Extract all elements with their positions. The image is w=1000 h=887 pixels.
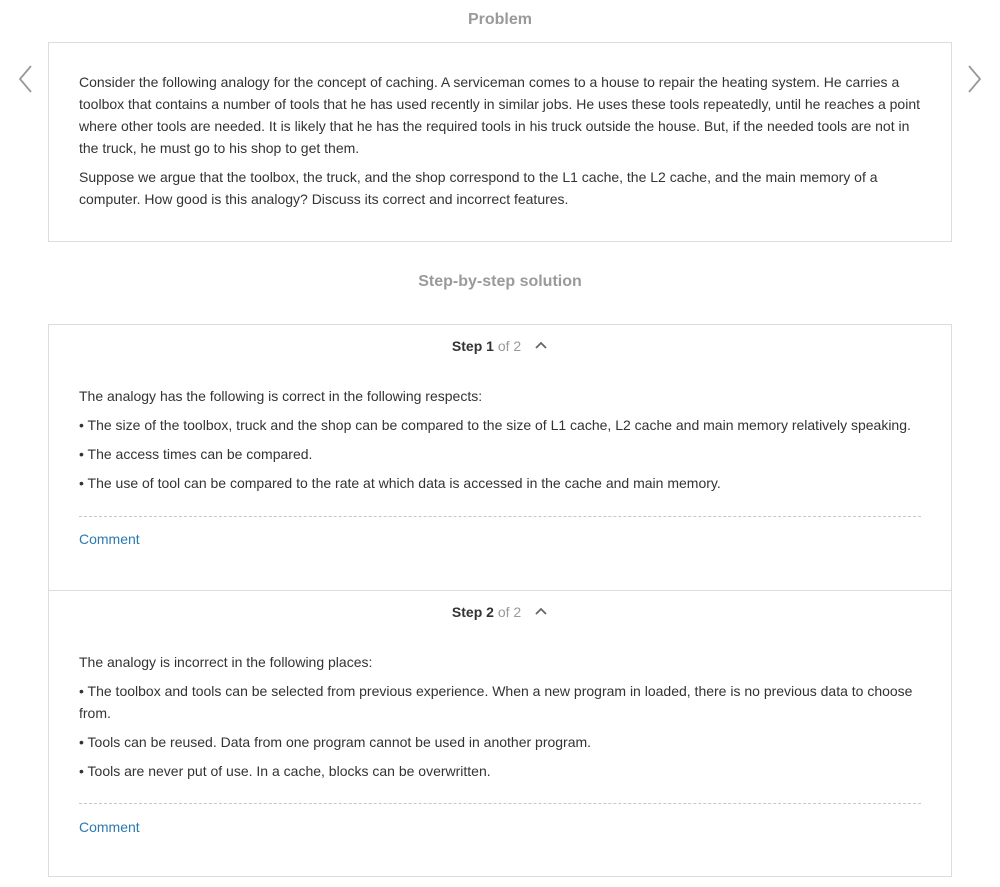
step-1-section xyxy=(49,325,951,590)
step-number: 1 xyxy=(486,338,494,354)
step-text-line: • The use of tool can be compared to the rate at which data is accessed in the cache and main memory. xyxy=(79,475,721,491)
previous-problem-button[interactable] xyxy=(16,62,36,96)
step-2-toggle[interactable] xyxy=(79,591,921,635)
chevron-right-icon xyxy=(964,62,984,96)
solution-heading: Step-by-step solution xyxy=(418,273,582,290)
step-1-comment-link[interactable]: Comment xyxy=(79,531,140,547)
step-text-line: • The toolbox and tools can be selected from previous experience. When a new program in loaded, there is no previous data to choose from. xyxy=(79,683,913,721)
step-text-line: • The size of the toolbox, truck and the shop can be compared to the size of L1 cache, L2 cache and main memory relatively speaking. xyxy=(79,417,911,433)
chevron-up-icon xyxy=(534,340,548,350)
step-text-line: • The access times can be compared. xyxy=(79,446,313,462)
step-text-line: The analogy is incorrect in the following places: xyxy=(79,654,373,670)
solution-card xyxy=(48,324,952,877)
problem-paragraph: Consider the following analogy for the concept of caching. A serviceman comes to a house to repair the heating system. He carries a toolbox that contains a number of tools that he has used recently in similar jobs. He uses these tools repeatedly, until he reaches a point where other tools are needed. It is likely that he has the required tools in his truck outside the house. But, if the needed tools are not in the truck, he must go to his shop to get them. xyxy=(79,74,921,156)
divider xyxy=(79,516,921,517)
step-2-body xyxy=(79,635,921,782)
step-1-toggle[interactable] xyxy=(79,325,921,369)
problem-heading: Problem xyxy=(467,11,532,28)
step-text-line: • Tools are never put of use. In a cache, blocks can be overwritten. xyxy=(79,763,491,779)
step-text-line: The analogy has the following is correct in the following respects: xyxy=(79,388,483,404)
step-1-body xyxy=(79,369,921,494)
step-count: of 2 xyxy=(497,604,522,620)
step-2-comment-link[interactable]: Comment xyxy=(79,819,140,835)
step-number: 2 xyxy=(486,604,494,620)
step-label: Step xyxy=(451,338,483,354)
divider xyxy=(79,803,921,804)
next-problem-button[interactable] xyxy=(964,62,984,96)
step-label: Step xyxy=(451,604,483,620)
step-count: of 2 xyxy=(497,338,522,354)
chevron-left-icon xyxy=(16,62,36,96)
step-2-section xyxy=(49,590,951,876)
chevron-up-icon xyxy=(534,606,548,616)
problem-paragraph: Suppose we argue that the toolbox, the truck, and the shop correspond to the L1 cache, the L2 cache, and the main memory of a computer. How good is this analogy? Discuss its correct and incorrect features. xyxy=(79,169,878,207)
step-text-line: • Tools can be reused. Data from one program cannot be used in another program. xyxy=(79,734,592,750)
problem-card xyxy=(48,42,952,242)
